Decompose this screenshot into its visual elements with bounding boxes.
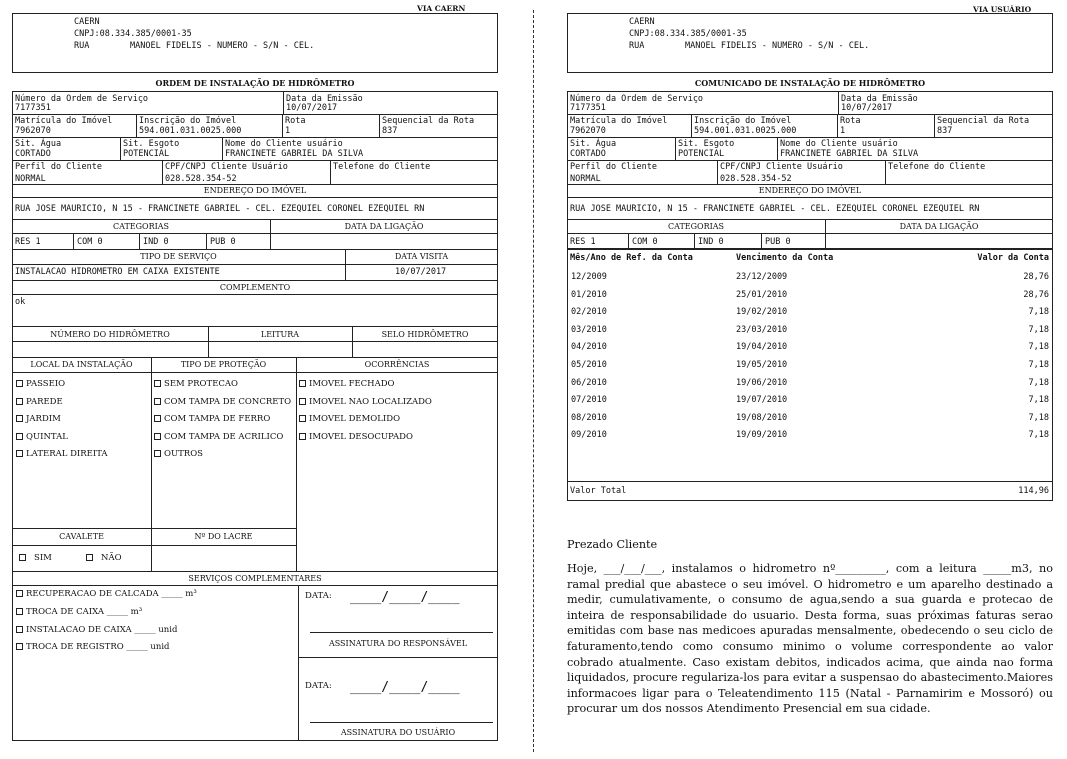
bills-due-header: Vencimento da Conta	[736, 253, 834, 263]
os-number-value-user: 7177351	[570, 103, 606, 113]
bill-ref: 02/2010	[571, 307, 607, 317]
bill-due: 23/03/2010	[736, 325, 788, 335]
bill-due: 19/06/2010	[736, 378, 788, 388]
total-label: Valor Total	[570, 486, 627, 496]
occurrence-option: IMOVEL FECHADO	[309, 379, 395, 389]
bill-due: 19/08/2010	[736, 413, 788, 423]
total-value: 114,96	[1018, 486, 1049, 496]
route-value: 1	[285, 126, 291, 136]
phone-label-user: Telefone do Cliente	[888, 162, 986, 172]
date-label-responsible: DATA:	[305, 591, 332, 601]
checkbox-location[interactable]	[16, 450, 23, 457]
phone-label: Telefone do Cliente	[333, 162, 431, 172]
cavalete-no-label: NÃO	[101, 553, 122, 563]
greeting: Prezado Cliente	[567, 538, 658, 551]
signature-user-label: ASSINATURA DO USUÁRIO	[340, 728, 456, 737]
reading-header: LEITURA	[260, 330, 300, 339]
protection-option: COM TAMPA DE FERRO	[164, 414, 271, 424]
categories-header-user: CATEGORIAS	[667, 222, 725, 231]
bill-ref: 06/2010	[571, 378, 607, 388]
cut-line	[533, 10, 534, 752]
water-value: CORTADO	[15, 149, 51, 159]
emission-date-label-user: Data da Emissão	[841, 94, 918, 104]
location-option: LATERAL DIREITA	[26, 449, 108, 459]
cat-res: RES 1	[15, 237, 41, 247]
route-label: Rota	[285, 116, 306, 126]
service-option: RECUPERACAO DE CALCADA _____ m³	[26, 589, 197, 599]
service-type-value: INSTALACAO HIDROMETRO EM CAIXA EXISTENTE	[15, 267, 220, 277]
location-option: PAREDE	[26, 397, 63, 407]
sewage-label: Sit. Esgoto	[123, 139, 180, 149]
company-name: CAERN	[74, 17, 100, 27]
protection-option: SEM PROTECAO	[164, 379, 239, 389]
checkbox-protection[interactable]	[154, 450, 161, 457]
service-option: INSTALACAO DE CAIXA _____ unid	[26, 625, 178, 635]
protection-option: COM TAMPA DE CONCRETO	[164, 397, 292, 407]
checkbox-location[interactable]	[16, 380, 23, 387]
address-header-user: ENDEREÇO DO IMÓVEL	[758, 186, 862, 195]
checkbox-protection[interactable]	[154, 415, 161, 422]
cat-com-user: COM 0	[632, 237, 658, 247]
route-seq-value: 837	[382, 126, 398, 136]
bill-value: 28,76	[1023, 290, 1049, 300]
emission-date-label: Data da Emissão	[286, 94, 363, 104]
bills-ref-header: Mês/Ano de Ref. da Conta	[570, 253, 693, 263]
extra-services-header: SERVIÇOS COMPLEMENTARES	[188, 574, 322, 583]
location-option: JARDIM	[26, 414, 61, 424]
os-number-label: Número da Ordem de Serviço	[15, 94, 149, 104]
form-title: ORDEM DE INSTALAÇÃO DE HIDRÔMETRO	[155, 78, 355, 88]
complement-value: ok	[15, 297, 26, 307]
cat-pub-user: PUB 0	[765, 237, 791, 247]
visit-date-value: 10/07/2017	[395, 267, 447, 277]
checkbox-occurrence[interactable]	[299, 415, 306, 422]
notice-title: COMUNICADO DE INSTALAÇÃO DE HIDRÔMETRO	[694, 78, 926, 88]
protection-option: COM TAMPA DE ACRILICO	[164, 432, 284, 442]
company-street-user: MANOEL FIDELIS - NUMERO - S/N - CEL.	[685, 41, 870, 51]
signature-responsible-label: ASSINATURA DO RESPONSÁVEL	[328, 639, 468, 648]
bill-due: 19/07/2010	[736, 395, 788, 405]
date-blank-user: ____/____/____	[350, 680, 460, 695]
cat-ind: IND 0	[143, 237, 169, 247]
profile-value: NORMAL	[15, 174, 46, 184]
checkbox-protection[interactable]	[154, 398, 161, 405]
bill-ref: 04/2010	[571, 342, 607, 352]
occurrences-header: OCORRÊNCIAS	[364, 360, 430, 369]
cat-res-user: RES 1	[570, 237, 596, 247]
company-cnpj: CNPJ:08.334.385/0001-35	[74, 29, 192, 39]
checkbox-occurrence[interactable]	[299, 398, 306, 405]
bill-due: 19/04/2010	[736, 342, 788, 352]
location-option: QUINTAL	[26, 432, 68, 442]
registration-value: 7962070	[15, 126, 51, 136]
date-label-user: DATA:	[305, 681, 332, 691]
address-value-user: RUA JOSE MAURICIO, N 15 - FRANCINETE GABRIEL - CEL. EZEQUIEL CORONEL EZEQUIEL RN	[570, 204, 980, 214]
bill-due: 19/05/2010	[736, 360, 788, 370]
via-label: VIA CAERN	[417, 4, 466, 13]
connection-date-header: DATA DA LIGAÇÃO	[344, 222, 424, 231]
profile-value-user: NORMAL	[570, 174, 601, 184]
location-option: PASSEIO	[26, 379, 66, 389]
occurrence-option: IMOVEL NAO LOCALIZADO	[309, 397, 432, 407]
meter-seal-header: SELO HIDRÔMETRO	[381, 330, 469, 339]
bill-value: 7,18	[1028, 430, 1049, 440]
cat-pub: PUB 0	[210, 237, 236, 247]
seal-number-header: Nº DO LACRE	[194, 532, 253, 541]
checkbox-service[interactable]	[16, 590, 23, 597]
bill-value: 7,18	[1028, 360, 1049, 370]
client-name-value-user: FRANCINETE GABRIEL DA SILVA	[780, 149, 919, 159]
bill-value: 7,18	[1028, 325, 1049, 335]
inscription-label: Inscrição do Imóvel	[139, 116, 237, 126]
registration-label: Matrícula do Imóvel	[15, 116, 113, 126]
checkbox-location[interactable]	[16, 415, 23, 422]
letter-body: Hoje, ___/___/___, instalamos o hidrometro nº_________, com a leitura _____m3, no ramal predial que abastece o seu imóvel. O hidrometro e um aparelho destinado a medir, cumulativamente, o consumo de agua,sendo a sua guarda e protecao de inteira de responsabilidade do usuario. Desta forma, suas próximas faturas serao emitidas com base nas medicoes apuradas mensalmente, obedecendo o seu ciclo de faturamento,tendo como consumo minimo o volume correspondente ao valor cobrado atualmente. Caso existam debitos, indicados acima, que ainda nao forma liquidados, procure regulariza-los para evitar a suspensao do abastecimento.Maiores informacoes ligar para o Teleatendimento 115 (Natal - Parnamirim e Mossoró) ou procurar um dos nossos Atendimento Presencial em sua cidade.	[567, 562, 1053, 716]
bill-ref: 09/2010	[571, 430, 607, 440]
address-value: RUA JOSE MAURICIO, N 15 - FRANCINETE GABRIEL - CEL. EZEQUIEL CORONEL EZEQUIEL RN	[15, 204, 425, 214]
complement-header: COMPLEMENTO	[219, 283, 291, 292]
inscription-value-user: 594.001.031.0025.000	[694, 126, 797, 136]
checkbox-cavalete-yes[interactable]	[19, 554, 26, 561]
water-label: Sit. Água	[15, 139, 62, 149]
bill-value: 7,18	[1028, 378, 1049, 388]
connection-date-header-user: DATA DA LIGAÇÃO	[899, 222, 979, 231]
service-option: TROCA DE REGISTRO _____ unid	[26, 642, 170, 652]
bill-ref: 08/2010	[571, 413, 607, 423]
install-location-header: LOCAL DA INSTALAÇÃO	[30, 360, 133, 369]
bill-due: 19/09/2010	[736, 430, 788, 440]
company-name-user: CAERN	[629, 17, 655, 27]
water-label-user: Sit. Água	[570, 139, 617, 149]
client-name-label-user: Nome do Cliente usuário	[780, 139, 898, 149]
bill-ref: 05/2010	[571, 360, 607, 370]
bill-ref: 01/2010	[571, 290, 607, 300]
route-seq-label-user: Sequencial da Rota	[937, 116, 1030, 126]
inscription-value: 594.001.031.0025.000	[139, 126, 242, 136]
occurrence-option: IMOVEL DEMOLIDO	[309, 414, 401, 424]
cpf-label-user: CPF/CNPJ Cliente Usuário	[720, 162, 843, 172]
categories-header: CATEGORIAS	[112, 222, 170, 231]
bill-due: 25/01/2010	[736, 290, 788, 300]
bill-value: 7,18	[1028, 395, 1049, 405]
company-cnpj-user: CNPJ:08.334.385/0001-35	[629, 29, 747, 39]
inscription-label-user: Inscrição do Imóvel	[694, 116, 792, 126]
protection-option: OUTROS	[164, 449, 203, 459]
occurrence-option: IMOVEL DESOCUPADO	[309, 432, 413, 442]
cavalete-yes-label: SIM	[34, 553, 52, 563]
cat-com: COM 0	[77, 237, 103, 247]
cpf-value: 028.528.354-52	[165, 174, 237, 184]
checkbox-occurrence[interactable]	[299, 433, 306, 440]
os-number-value: 7177351	[15, 103, 51, 113]
os-number-label-user: Número da Ordem de Serviço	[570, 94, 704, 104]
cat-ind-user: IND 0	[698, 237, 724, 247]
protection-type-header: TIPO DE PROTEÇÃO	[180, 360, 267, 369]
profile-label-user: Perfil do Cliente	[570, 162, 657, 172]
checkbox-location[interactable]	[16, 433, 23, 440]
bill-due: 23/12/2009	[736, 272, 788, 282]
checkbox-cavalete-no[interactable]	[86, 554, 93, 561]
sewage-label-user: Sit. Esgoto	[678, 139, 735, 149]
bills-value-header: Valor da Conta	[977, 253, 1049, 263]
registration-label-user: Matrícula do Imóvel	[570, 116, 668, 126]
bills-table	[567, 249, 1053, 501]
checkbox-location[interactable]	[16, 398, 23, 405]
checkbox-service[interactable]	[16, 608, 23, 615]
company-street-label: RUA	[74, 41, 90, 51]
client-name-label: Nome do Cliente usuário	[225, 139, 343, 149]
registration-value-user: 7962070	[570, 126, 606, 136]
bill-due: 19/02/2010	[736, 307, 788, 317]
route-value-user: 1	[840, 126, 846, 136]
company-street: MANOEL FIDELIS - NUMERO - S/N - CEL.	[130, 41, 315, 51]
cpf-label: CPF/CNPJ Cliente Usuário	[165, 162, 288, 172]
bill-ref: 03/2010	[571, 325, 607, 335]
profile-label: Perfil do Cliente	[15, 162, 102, 172]
address-header: ENDEREÇO DO IMÓVEL	[203, 186, 307, 195]
date-blank-responsible: ____/____/____	[350, 590, 460, 605]
water-value-user: CORTADO	[570, 149, 606, 159]
bill-value: 7,18	[1028, 413, 1049, 423]
route-seq-label: Sequencial da Rota	[382, 116, 475, 126]
bill-value: 7,18	[1028, 307, 1049, 317]
route-label-user: Rota	[840, 116, 861, 126]
checkbox-service[interactable]	[16, 643, 23, 650]
checkbox-protection[interactable]	[154, 380, 161, 387]
meter-number-header: NÚMERO DO HIDRÔMETRO	[50, 330, 170, 339]
sewage-value-user: POTENCIAL	[678, 149, 725, 159]
checkbox-protection[interactable]	[154, 433, 161, 440]
checkbox-service[interactable]	[16, 626, 23, 633]
bill-value: 7,18	[1028, 342, 1049, 352]
bill-ref: 12/2009	[571, 272, 607, 282]
bill-ref: 07/2010	[571, 395, 607, 405]
client-name-value: FRANCINETE GABRIEL DA SILVA	[225, 149, 364, 159]
sewage-value: POTENCIAL	[123, 149, 170, 159]
via-label-user: VIA USUÁRIO	[973, 5, 1032, 14]
visit-date-header: DATA VISITA	[394, 252, 449, 261]
bill-value: 28,76	[1023, 272, 1049, 282]
service-type-header: TIPO DE SERVIÇO	[140, 252, 217, 261]
route-seq-value-user: 837	[937, 126, 953, 136]
company-street-label-user: RUA	[629, 41, 645, 51]
emission-date-value: 10/07/2017	[286, 103, 338, 113]
cavalete-header: CAVALETE	[59, 532, 104, 541]
checkbox-occurrence[interactable]	[299, 380, 306, 387]
cpf-value-user: 028.528.354-52	[720, 174, 792, 184]
emission-date-value-user: 10/07/2017	[841, 103, 893, 113]
service-option: TROCA DE CAIXA _____ m³	[26, 607, 143, 617]
